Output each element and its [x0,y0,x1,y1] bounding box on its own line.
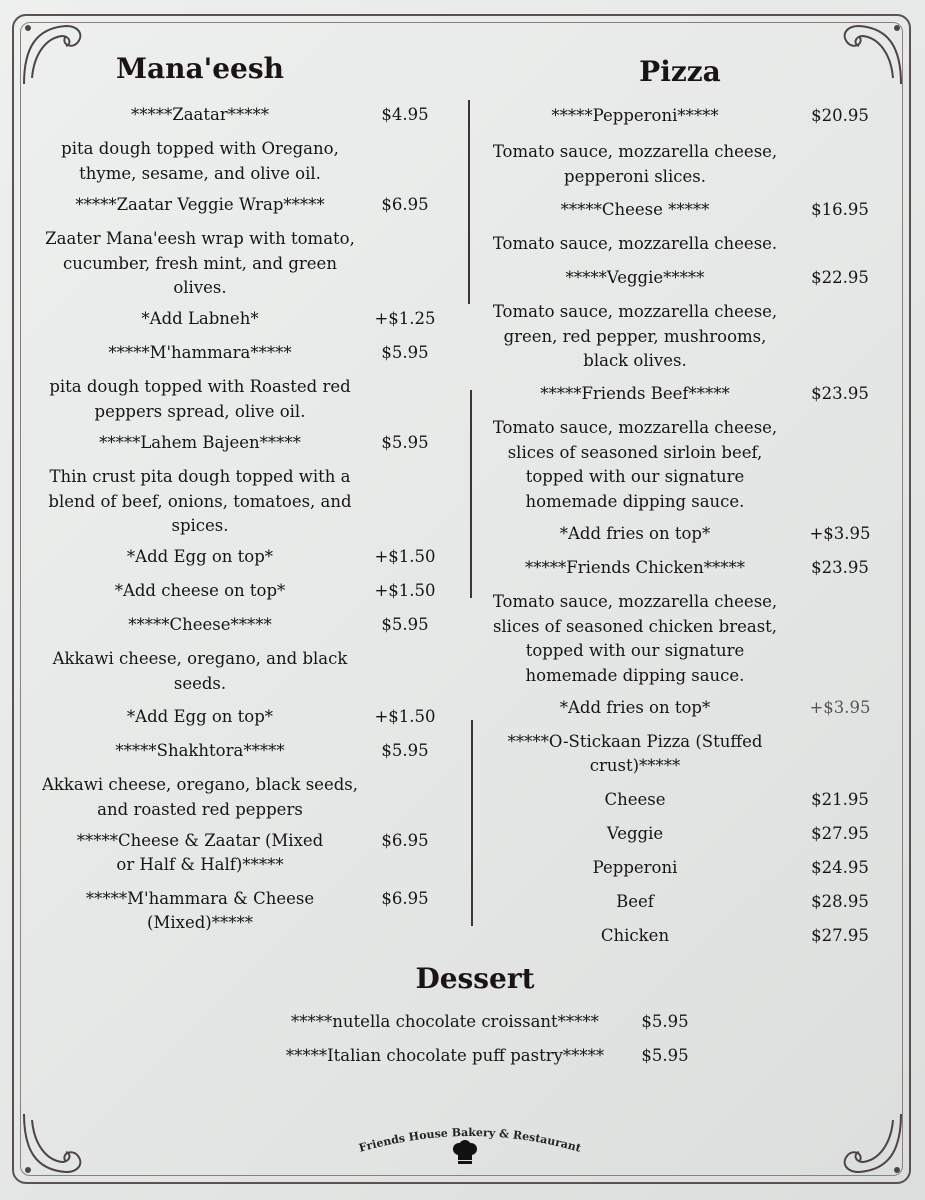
item-name: *****nutella chocolate croissant***** [291,1012,599,1031]
item-description: Akkawi cheese, oregano, black seeds, and roasted red peppers [42,775,358,819]
dessert-heading: Dessert [415,962,535,995]
menu-item [270,1044,710,1078]
item-price: $27.95 [811,824,869,843]
menu-item [40,193,450,227]
item-name: Veggie [606,824,664,843]
item-name: *****Cheese ***** [560,200,710,219]
item-name: *****M'hammara & Cheese (Mixed)***** [85,889,315,932]
menu-item [480,856,900,890]
menu-item [480,890,900,924]
menu-item [480,198,900,232]
item-price: $6.95 [381,831,429,850]
menu-item [480,822,900,856]
item-price: $27.95 [811,926,869,945]
item-name: *****Friends Beef***** [540,384,730,403]
menu-item [40,431,450,465]
item-name: *****Cheese & Zaatar (Mixed or Half & Half)***** [76,831,324,874]
item-name: *****M'hammara***** [108,343,292,362]
item-name: *****Shakhtora***** [115,741,285,760]
item-price: $20.95 [811,106,869,125]
item-description: pita dough topped with Roasted red peppers spread, olive oil. [49,377,351,421]
item-price: $6.95 [381,889,429,908]
item-price: $16.95 [811,200,869,219]
item-name: *****Italian chocolate puff pastry***** [285,1046,605,1065]
manaeesh-section [40,103,450,937]
item-description: Tomato sauce, mozzarella cheese, pepperoni slices. [492,142,778,186]
menu-item [40,579,450,613]
item-name: Cheese [604,790,666,809]
item-name: *****Zaatar***** [131,105,269,124]
menu-item [480,522,900,556]
menu-item [480,266,900,300]
menu-item [40,613,450,647]
item-name: *****Veggie***** [565,268,705,287]
item-description: Tomato sauce, mozzarella cheese, slices of seasoned sirloin beef, topped with our signature homemade dipping sauce. [492,418,778,511]
menu-item [40,829,450,887]
menu-item [40,307,450,341]
corner-ornament-icon [835,18,907,90]
item-name: *Add fries on top* [559,698,711,717]
pizza-heading: Pizza [639,55,721,88]
item-name: Chicken [600,926,670,945]
item-price: $28.95 [811,892,869,911]
item-description: Tomato sauce, mozzarella cheese, green, red pepper, mushrooms, black olives. [492,302,778,370]
item-price: $5.95 [381,433,429,452]
item-name: Pepperoni [592,858,678,877]
item-description: Akkawi cheese, oregano, and black seeds. [52,649,348,693]
menu-item [270,1010,710,1044]
item-price: +$1.25 [374,309,436,328]
item-name: *Add cheese on top* [114,581,286,600]
item-description: Tomato sauce, mozzarella cheese, slices of seasoned chicken breast, topped with our signature homemade dipping sauce. [492,592,778,685]
item-price: $24.95 [811,858,869,877]
item-price: $4.95 [381,105,429,124]
item-name: *****O-Stickaan Pizza (Stuffed crust)***** [507,732,763,775]
item-name: *Add Egg on top* [126,707,274,726]
column-divider [471,720,473,926]
menu-item [480,788,900,822]
menu-item [480,924,900,958]
menu-item [40,887,450,937]
item-name: *****Friends Chicken***** [525,558,745,577]
menu-item [40,103,450,137]
item-description: pita dough topped with Oregano, thyme, sesame, and olive oil. [61,139,339,183]
item-name: *Add fries on top* [559,524,711,543]
item-description: Tomato sauce, mozzarella cheese. [492,234,778,253]
item-name: *Add Labneh* [141,309,259,328]
item-price: $6.95 [381,195,429,214]
item-description: Thin crust pita dough topped with a blend of beef, onions, tomatoes, and spices. [48,467,352,535]
corner-ornament-icon [835,1108,907,1180]
item-name: *****Cheese***** [128,615,272,634]
menu-item [40,739,450,773]
item-price: $5.95 [381,343,429,362]
column-divider [468,100,470,304]
menu-item [40,545,450,579]
manaeesh-heading: Mana'eesh [116,52,284,85]
menu-item [40,341,450,375]
item-price: $5.95 [641,1046,689,1065]
menu-item [40,705,450,739]
chef-hat-icon [452,1140,478,1166]
item-price: +$3.95 [809,524,871,543]
item-name: *****Pepperoni***** [551,106,719,125]
item-price: $22.95 [811,268,869,287]
logo-text: Friends House Bakery & Restaurant [357,1125,583,1155]
item-price: $5.95 [381,741,429,760]
item-price: +$3.95 [809,698,871,717]
corner-ornament-icon [18,1108,90,1180]
item-price: $5.95 [381,615,429,634]
item-price: $5.95 [641,1012,689,1031]
pizza-section [480,104,900,958]
menu-item [480,696,900,730]
menu-item [480,104,900,140]
item-description: Zaater Mana'eesh wrap with tomato, cucumber, fresh mint, and green olives. [45,229,355,297]
item-name: *****Zaatar Veggie Wrap***** [75,195,325,214]
menu-item [480,382,900,416]
item-price: +$1.50 [374,547,436,566]
menu-item [480,730,900,788]
item-price: +$1.50 [374,581,436,600]
column-divider [470,390,472,598]
item-name: Beef [616,892,654,911]
menu-item [480,556,900,590]
item-price: $21.95 [811,790,869,809]
item-price: +$1.50 [374,707,436,726]
item-name: *Add Egg on top* [126,547,274,566]
item-price: $23.95 [811,558,869,577]
dessert-section [270,1010,710,1078]
item-price: $23.95 [811,384,869,403]
item-name: *****Lahem Bajeen***** [99,433,301,452]
